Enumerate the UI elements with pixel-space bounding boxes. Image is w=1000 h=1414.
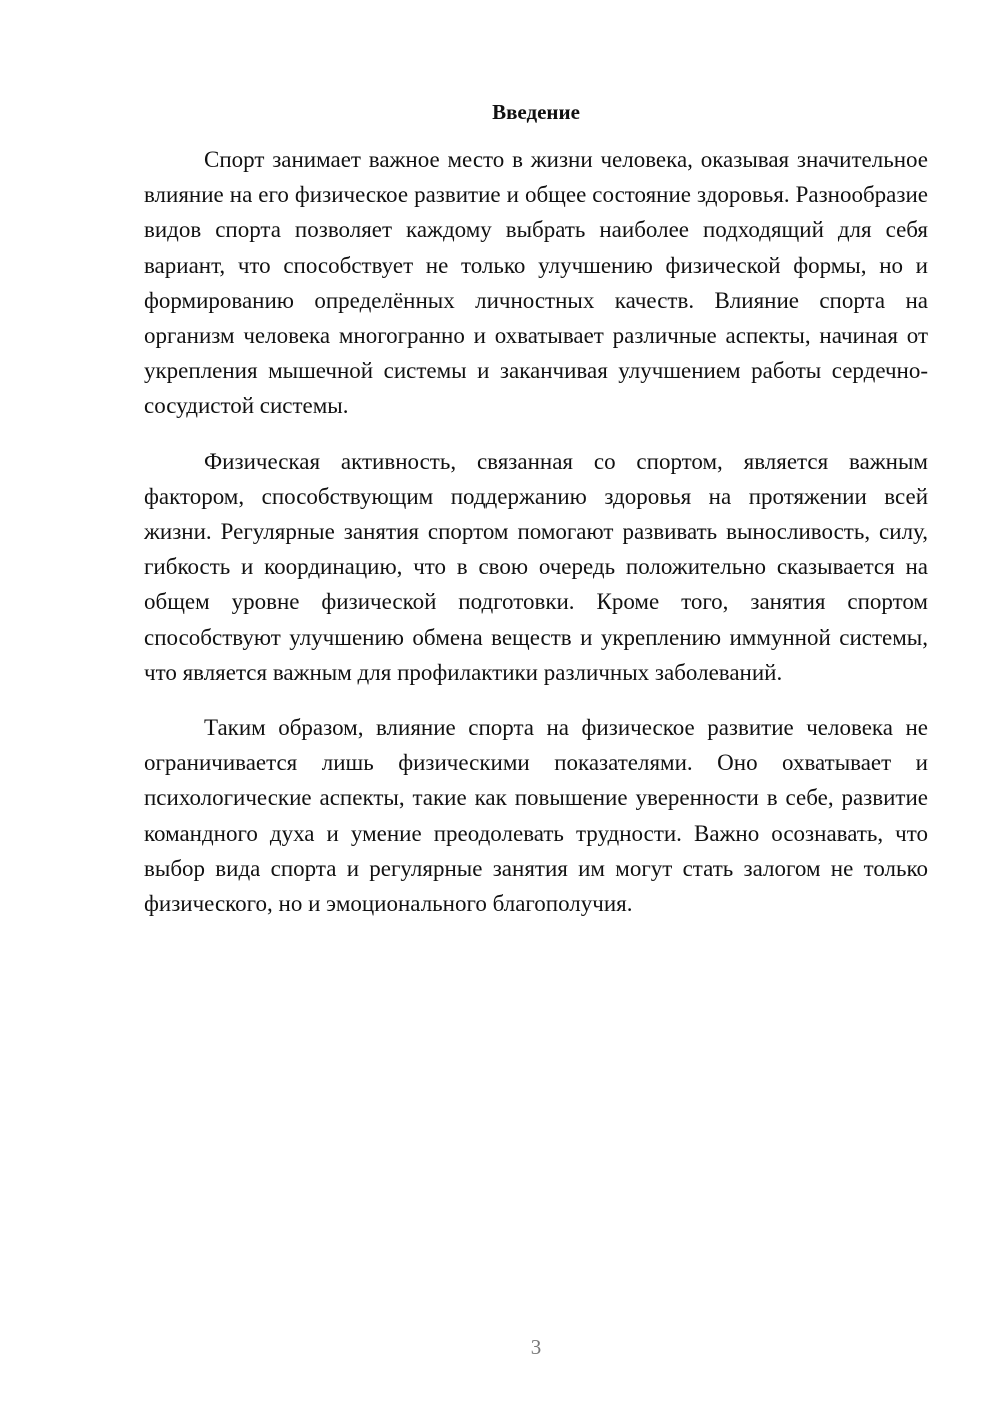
page-title: Введение: [492, 100, 580, 124]
paragraph-3: Таким образом, влияние спорта на физическое развитие человека не ограничивается лишь физическими показателями. Оно охватывает и психологические аспекты, такие как повышение уверенности в себе, развитие командного духа и умение преодолевать трудности. Важно осознавать, что выбор вида спорта и регулярные занятия им могут стать залогом не только физического, но и эмоционального благополучия.: [144, 715, 928, 917]
body-text: [144, 142, 928, 941]
page-number: 3: [530, 1335, 542, 1359]
paragraph-1: Спорт занимает важное место в жизни человека, оказывая значительное влияние на его физическое развитие и общее состояние здоровья. Разнообразие видов спорта позволяет каждому выбрать наиболее подходящий для себя вариант, что способствует не только улучшению физической формы, но и формированию определённых личностных качеств. Влияние спорта на организм человека многогранно и охватывает различные аспекты, начиная от укрепления мышечной системы и заканчивая улучшением работы сердечно-сосудистой системы.: [144, 147, 928, 419]
paragraph-2: Физическая активность, связанная со спортом, является важным фактором, способствующим поддержанию здоровья на протяжении всей жизни. Регулярные занятия спортом помогают развивать выносливость, силу, гибкость и координацию, что в свою очередь положительно сказывается на общем уровне физической подготовки. Кроме того, занятия спортом способствуют улучшению обмена веществ и укреплению иммунной системы, что является важным для профилактики различных заболеваний.: [144, 448, 928, 685]
